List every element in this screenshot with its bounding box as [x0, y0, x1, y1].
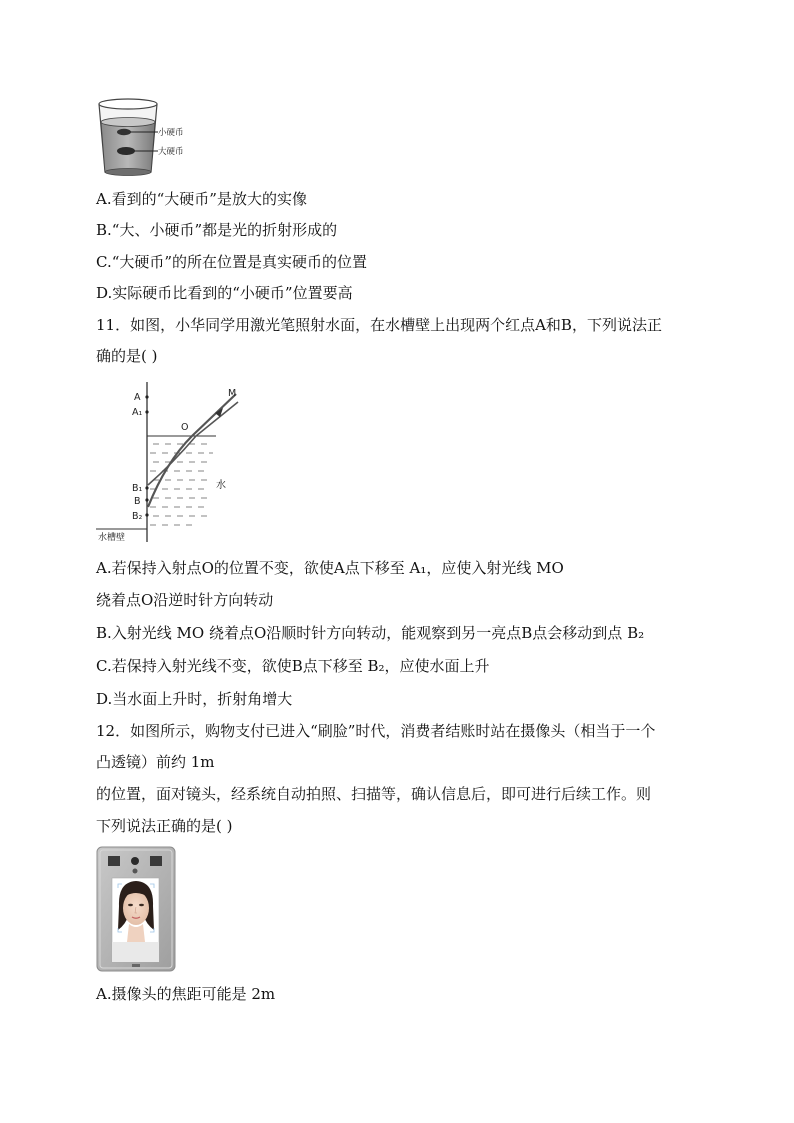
- point-b: [145, 498, 148, 501]
- label-a1: A₁: [132, 407, 143, 418]
- q10-option-a: A.看到的“大硬币”是放大的实像: [96, 190, 307, 208]
- point-a1: [145, 410, 148, 413]
- water-tank-figure: [96, 382, 256, 542]
- q12-stem-line2: 凸透镜）前约 1m: [96, 753, 215, 771]
- label-b1: B₁: [132, 483, 143, 494]
- q12-stem-line4: 下列说法正确的是( ): [96, 817, 233, 835]
- label-a: A: [134, 392, 141, 403]
- label-water: 水: [216, 480, 226, 491]
- q11-option-c: C.若保持入射光线不变，欲使B点下移至 B₂，应使水面上升: [96, 657, 490, 675]
- q10-option-b: B.“大、小硬币”都是光的折射形成的: [96, 221, 338, 239]
- q12-stem-line1: 12．如图所示，购物支付已进入“刷脸”时代，消费者结账时站在摄像头（相当于一个: [96, 722, 656, 740]
- camera-icon: [131, 857, 139, 865]
- point-b2: [145, 513, 148, 516]
- label-o: O: [181, 422, 189, 433]
- q11-stem-line2: 确的是( ): [96, 347, 158, 365]
- coin-cup-figure: [96, 96, 196, 176]
- big-coin-label: 大硬币: [158, 147, 184, 157]
- point-a: [145, 395, 148, 398]
- q11-option-d: D.当水面上升时，折射角增大: [96, 690, 293, 708]
- point-b1: [145, 486, 148, 489]
- q11-option-a-line2: 绕着点O沿逆时针方向转动: [96, 591, 274, 609]
- big-coin-icon: [117, 147, 135, 155]
- q12-stem-line3: 的位置，面对镜头，经系统自动拍照、扫描等，确认信息后，即可进行后续工作。则: [96, 785, 652, 803]
- label-tank-wall: 水槽壁: [98, 533, 126, 542]
- q10-option-d: D.实际硬币比看到的“小硬币”位置要高: [96, 284, 353, 302]
- q12-option-a: A.摄像头的焦距可能是 2m: [96, 985, 276, 1003]
- label-b: B: [134, 496, 141, 507]
- small-coin-icon: [117, 129, 131, 135]
- q11-option-a-line1: A.若保持入射点O的位置不变，欲使A点下移至 A₁，应使入射光线 MO: [96, 559, 564, 577]
- q11-stem-line1: 11．如图，小华同学用激光笔照射水面，在水槽壁上出现两个红点A和B，下列说法正: [96, 316, 662, 334]
- label-b2: B₂: [132, 511, 143, 522]
- small-coin-label: 小硬币: [158, 128, 184, 138]
- face-pay-terminal-figure: [96, 846, 176, 972]
- label-m: M: [228, 388, 237, 399]
- q11-option-b: B.入射光线 MO 绕着点O沿顺时针方向转动，能观察到另一亮点B点会移动到点 B₂: [96, 624, 645, 642]
- q10-option-c: C.“大硬币”的所在位置是真实硬币的位置: [96, 253, 368, 271]
